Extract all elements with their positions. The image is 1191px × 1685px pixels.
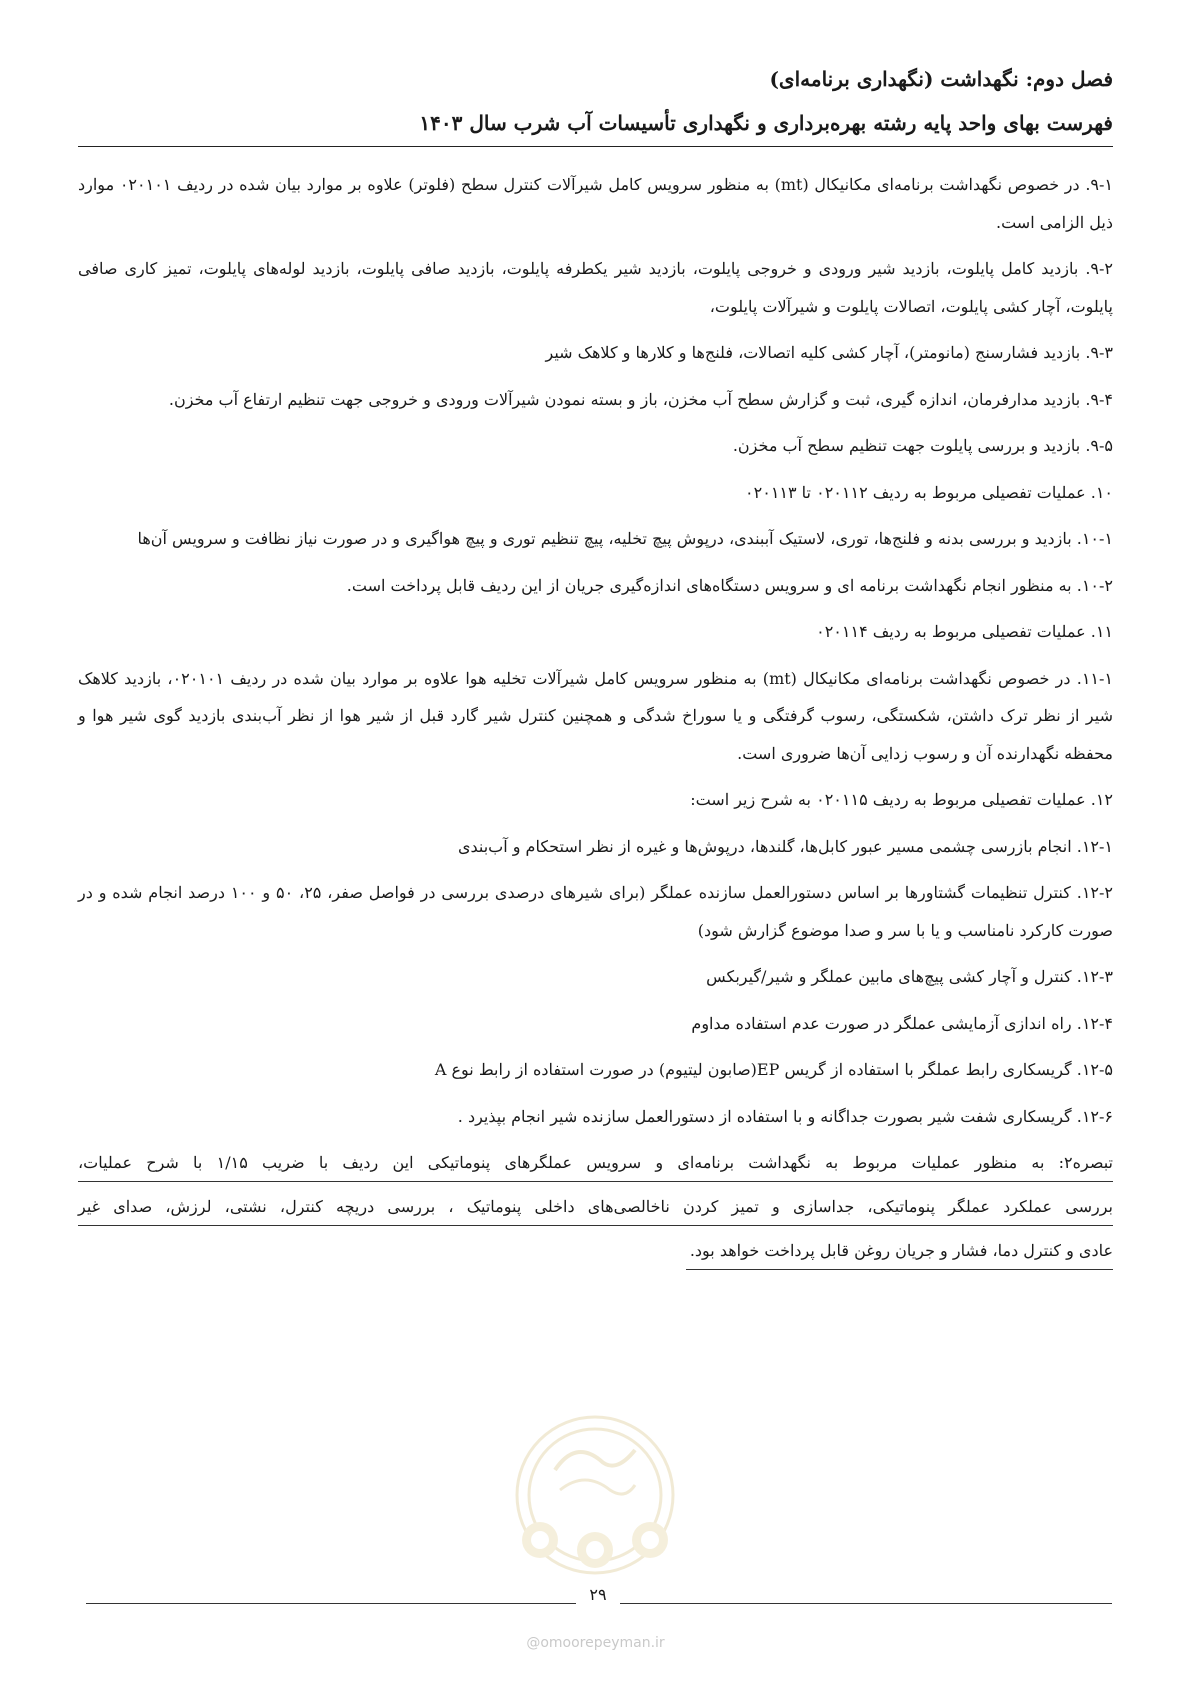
paragraph-9-1: ۹-۱. در خصوص نگهداشت برنامه‌ای مکانیکال (mt) به منظور سرویس کامل شیرآلات کنترل سطح (فلوتر) علاوه بر موارد بیان شده در ردیف ۰۲۰۱۰۱ موارد ذیل الزامی است. [78,175,1114,232]
paragraph-9-2: ۹-۲. بازدید کامل پایلوت، بازدید شیر ورودی و خروجی پایلوت، بازدید شیر یکطرفه پایلوت، بازدید صافی پایلوت، بازدید لوله‌های پایلوت، تمیز کاری صافی پایلوت، آچار کشی پایلوت، اتصالات پایلوت و شیرآلات پایلوت، [78,259,1113,316]
paragraph-11-1: ۱۱-۱. در خصوص نگهداشت برنامه‌ای مکانیکال (mt) به منظور سرویس کامل شیرآلات تخلیه هوا علاوه بر موارد بیان شده در ردیف ۰۲۰۱۰۱، بازدید کلاهک شیر از نظر ترک داشتن، شکستگی، رسوب گرفتگی و یا سوراخ شدگی و همچنین کنترل شیر گارد قبل از شیر هوا از نظر آب‌بندی بازدید گوی شیر هوا و محفظه نگهدارنده آن و رسوب زدایی آن‌ها ضروری است. [78,668,1114,763]
paragraph-12-1: ۱۲-۱. انجام بازرسی چشمی مسیر عبور کابل‌ها، گلندها، درپوش‌ها و غیره از نظر استحکام و آب‌بندی [457,836,1113,856]
page-header [78,60,1113,142]
paragraph-12-4: ۱۲-۴. راه اندازی آزمایشی عملگر در صورت عدم استفاده مداوم [691,1013,1113,1033]
footer-rule-right [620,1603,1112,1604]
note-line-2: بررسی عملکرد عملگر پنوماتیکی، جداسازی و تمیز کردن ناخالصی‌های داخلی پنوماتیک ، بررسی دریچه کنترل، نشتی، لرزش، صدای غیر [78,1188,1113,1226]
paragraph-10: ۱۰. عملیات تفصیلی مربوط به ردیف ۰۲۰۱۱۲ تا ۰۲۰۱۱۳ [745,482,1113,502]
main-content [78,166,1113,1276]
note-line-3: عادی و کنترل دما، فشار و جریان روغن قابل پرداخت خواهد بود. [686,1232,1113,1270]
paragraph-9-4: ۹-۴. بازدید مدارفرمان، اندازه گیری، ثبت و گزارش سطح آب مخزن، باز و بسته نمودن شیرآلات ورودی و خروجی جهت تنظیم ارتفاع آب مخزن. [168,389,1113,409]
header-divider [78,146,1113,147]
paragraph-12: ۱۲. عملیات تفصیلی مربوط به ردیف ۰۲۰۱۱۵ به شرح زیر است: [690,790,1113,809]
footer-rule-left [86,1603,576,1604]
paragraph-10-1: ۱۰-۱. بازدید و بررسی بدنه و فلنج‌ها، توری، لاستیک آببندی، درپوش پیچ تخلیه، پیچ تنظیم توری و پیچ هواگیری و در صورت نیاز نظافت و سرویس آن‌ها [137,529,1113,548]
watermark-logo [500,1410,690,1580]
paragraph-12-2: ۱۲-۲. کنترل تنظیمات گشتاورها بر اساس دستورالعمل سازنده عملگر (برای شیرهای درصدی بررسی در فواصل صفر، ۲۵، ۵۰ و ۱۰۰ درصد انجام شده و در صورت کارکرد نامناسب و یا با سر و صدا موضوع گزارش شود) [78,883,1113,940]
page-number: ۲۹ [589,1585,607,1604]
paragraph-9-5: ۹-۵. بازدید و بررسی پایلوت جهت تنظیم سطح آب مخزن. [732,436,1113,455]
note-line-1: تبصره۲: به منظور عملیات مربوط به نگهداشت برنامه‌ای و سرویس عملگرهای پنوماتیکی این ردیف با ضریب ۱/۱۵ با شرح عملیات، [78,1144,1113,1182]
document-subtitle: فهرست بهای واحد پایه رشته بهره‌برداری و نگهداری تأسیسات آب شرب سال ۱۴۰۳ [419,111,1113,135]
paragraph-12-5: ۱۲-۵. گریسکاری رابط عملگر با استفاده از گریس EP(صابون لیتیوم) در صورت استفاده از رابط نوع A [434,1060,1113,1079]
paragraph-12-6: ۱۲-۶. گریسکاری شفت شیر بصورت جداگانه و با استفاده از دستورالعمل سازنده شیر انجام بپذیرد . [457,1106,1113,1126]
note-2 [78,1144,1113,1276]
paragraph-11: ۱۱. عملیات تفصیلی مربوط به ردیف ۰۲۰۱۱۴ [816,622,1113,641]
paragraph-10-2: ۱۰-۲. به منظور انجام نگهداشت برنامه ای و سرویس دستگاه‌های اندازه‌گیری جریان از این ردیف قابل پرداخت است. [346,575,1113,595]
paragraph-12-3: ۱۲-۳. کنترل و آچار کشی پیچ‌های مابین عملگر و شیر/گیربکس [706,967,1113,986]
watermark-url: @omoorepeyman.ir [526,1635,665,1651]
paragraph-9-3: ۹-۳. بازدید فشارسنج (مانومتر)، آچار کشی کلیه اتصالات، فلنج‌ها و کلارها و کلاهک شیر [545,343,1113,362]
chapter-title: فصل دوم: نگهداشت (نگهداری برنامه‌ای) [769,67,1113,91]
